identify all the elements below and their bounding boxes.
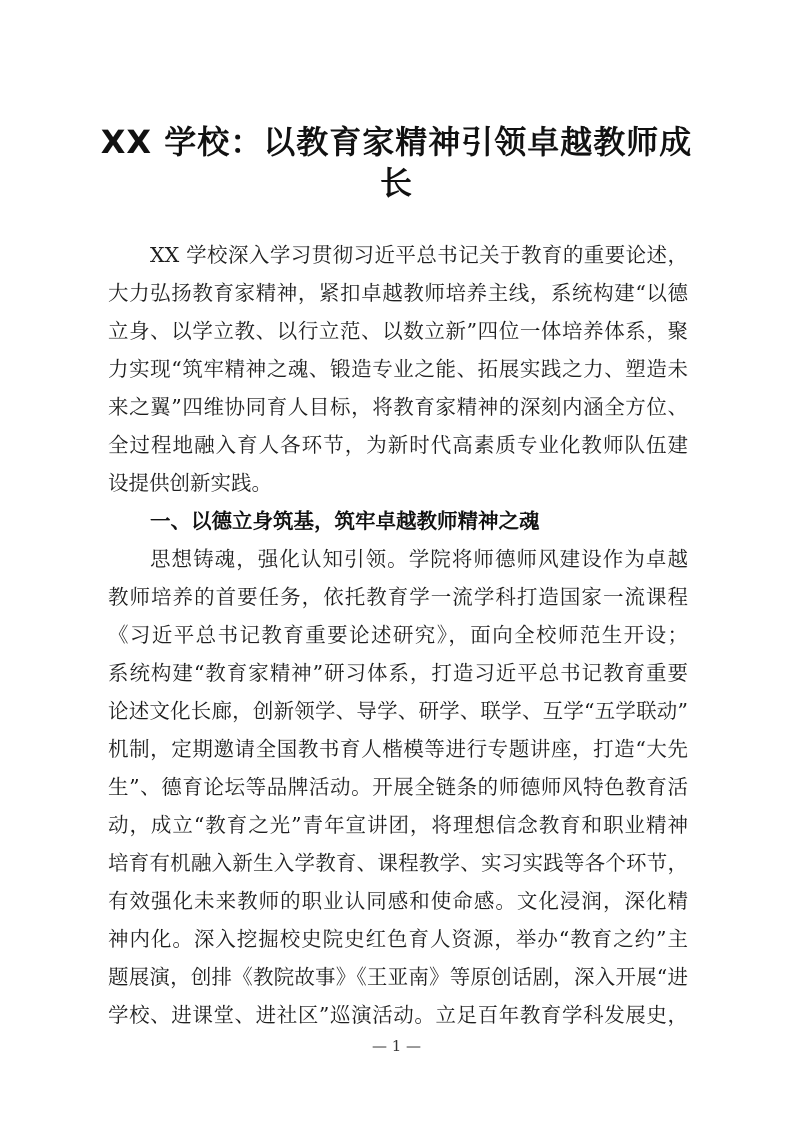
section-line: 学校、进课堂、进社区”巡演活动。立足百年教育学科发展史， <box>108 1003 688 1027</box>
section-heading: 一、以德立身筑基，筑牢卓越教师精神之魂 <box>150 509 540 533</box>
section-line: 思想铸魂，强化认知引领。学院将师德师风建设作为卓越 <box>150 547 688 571</box>
document-title-line-2: 长 <box>379 164 413 202</box>
intro-line: XX 学校深入学习贯彻习近平总书记关于教育的重要论述， <box>150 243 688 267</box>
intro-line: 大力弘扬教育家精神，紧扣卓越教师培养主线，系统构建“以德 <box>108 281 688 305</box>
page-number: — 1 — <box>371 1037 422 1055</box>
section-line: 《习近平总书记教育重要论述研究》，面向全校师范生开设； <box>108 623 688 647</box>
document-title-line-1: XX 学校：以教育家精神引领卓越教师成 <box>100 123 693 161</box>
section-line: 机制，定期邀请全国教书育人楷模等进行专题讲座，打造“大先 <box>108 737 688 761</box>
section-line: 系统构建“教育家精神”研习体系，打造习近平总书记教育重要 <box>108 661 688 685</box>
intro-line: 立身、以学立教、以行立范、以数立新”四位一体培养体系，聚 <box>108 319 688 343</box>
intro-line: 力实现“筑牢精神之魂、锻造专业之能、拓展实践之力、塑造未 <box>108 357 688 381</box>
intro-line: 设提供创新实践。 <box>108 471 272 495</box>
intro-line: 全过程地融入育人各环节，为新时代高素质专业化教师队伍建 <box>108 433 688 457</box>
section-line: 有效强化未来教师的职业认同感和使命感。文化浸润，深化精 <box>108 889 688 913</box>
section-line: 培育有机融入新生入学教育、课程教学、实习实践等各个环节， <box>108 851 688 875</box>
section-line: 生”、德育论坛等品牌活动。开展全链条的师德师风特色教育活 <box>108 775 688 799</box>
section-line: 题展演，创排《教院故事》《王亚南》等原创话剧，深入开展“进 <box>108 965 688 989</box>
section-line: 论述文化长廊，创新领学、导学、研学、联学、互学“五学联动” <box>108 699 688 723</box>
section-line: 动，成立“教育之光”青年宣讲团，将理想信念教育和职业精神 <box>108 813 688 837</box>
section-line: 神内化。深入挖掘校史院史红色育人资源，举办“教育之约”主 <box>108 927 688 951</box>
intro-line: 来之翼”四维协同育人目标，将教育家精神的深刻内涵全方位、 <box>108 395 688 419</box>
section-line: 教师培养的首要任务，依托教育学一流学科打造国家一流课程 <box>108 585 688 609</box>
